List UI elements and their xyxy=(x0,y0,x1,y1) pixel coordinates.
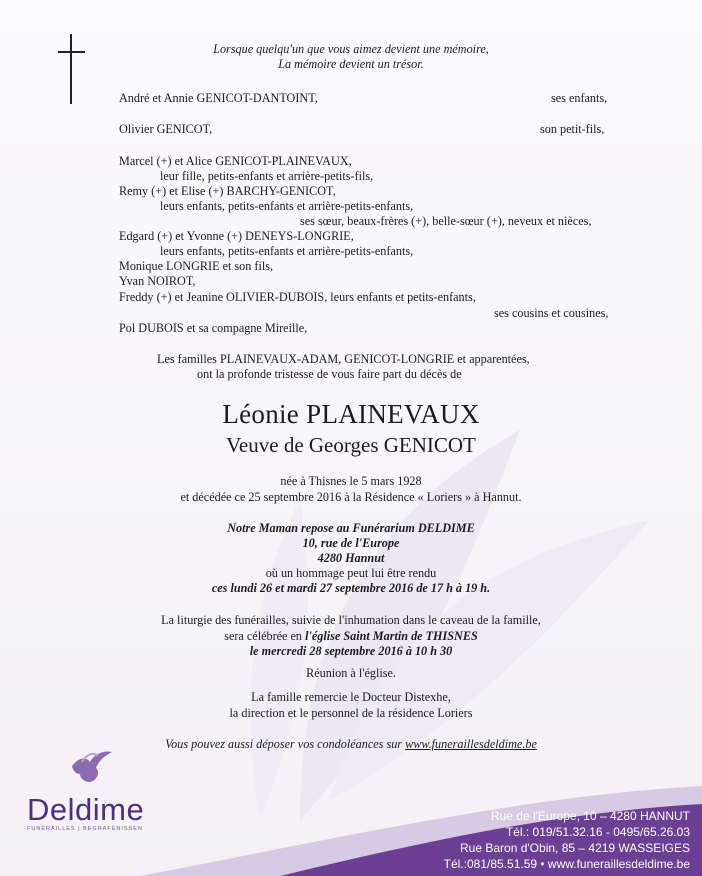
funeral-home-line: Notre Maman repose au Funérarium DELDIME xyxy=(227,521,475,535)
visiting-hours: ces lundi 26 et mardi 27 septembre 2016 de 17 h à 19 h. xyxy=(211,581,491,595)
family-line: Pol DUBOIS et sa compagne Mireille, xyxy=(119,321,308,335)
family-line: Freddy (+) et Jeanine OLIVIER-DUBOIS, leurs enfants et petits-enfants, xyxy=(119,290,476,304)
family-relation-row2: son petit-fils, xyxy=(540,122,605,136)
families-announcement: ont la profonde tristesse de vous faire part du décès de xyxy=(197,367,462,381)
families-announcement: Les familles PLAINEVAUX-ADAM, GENICOT-LONGRIE et apparentées, xyxy=(157,352,530,366)
logo-tagline: FUNÉRAILLES | BEGRAFENISSEN xyxy=(27,826,143,832)
birth-line: née à Thisnes le 5 mars 1928 xyxy=(280,474,422,488)
epigraph-line-2: La mémoire devient un trésor. xyxy=(278,57,424,71)
contact-phone-web: Tél.:081/85.51.59 • www.funeraillesdeldime.be xyxy=(443,857,690,871)
condolences-text: Vous pouvez aussi déposer vos condoléances sur xyxy=(165,737,406,751)
family-line: leurs enfants, petits-enfants et arrière-petits-enfants, xyxy=(160,199,414,213)
contact-address-2: Rue Baron d'Obin, 85 – 4219 WASSEIGES xyxy=(460,841,690,855)
family-relation-row1: ses enfants, xyxy=(551,91,608,105)
liturgy-prefix: sera célébrée en xyxy=(224,629,306,643)
dove-icon xyxy=(68,748,114,788)
deceased-subtitle: Veuve de Georges GENICOT xyxy=(226,433,476,457)
funeral-home-line: 10, rue de l'Europe xyxy=(302,536,400,550)
condolences-link[interactable]: www.funeraillesdeldime.be xyxy=(405,737,537,751)
thanks-line: La famille remercie le Docteur Distexhe, xyxy=(251,690,451,704)
family-line: Monique LONGRIE et son fils, xyxy=(119,259,274,273)
family-line: ses cousins et cousines, xyxy=(494,306,609,320)
ceremony-date: le mercredi 28 septembre 2016 à 10 h 30 xyxy=(249,644,453,658)
reunion-line: Réunion à l'église. xyxy=(306,666,396,680)
church-name: l'église Saint Martin de THISNES xyxy=(305,629,478,643)
death-line: et décédée ce 25 septembre 2016 à la Résidence « Loriers » à Hannut. xyxy=(180,490,522,504)
funeral-home-line: où un hommage peut lui être rendu xyxy=(265,566,437,580)
liturgy-line: La liturgie des funérailles, suivie de l'inhumation dans le caveau de la famille, xyxy=(161,613,541,627)
family-line: leurs enfants, petits-enfants et arrière-petits-enfants, xyxy=(160,244,414,258)
contact-phone-1: Tél.: 019/51.32.16 - 0495/65.26.03 xyxy=(505,825,690,839)
family-name-row1: André et Annie GENICOT-DANTOINT, xyxy=(119,91,318,105)
logo-wordmark: Deldime xyxy=(27,792,145,827)
thanks-line: la direction et le personnel de la résidence Loriers xyxy=(229,706,473,720)
family-line: leur fille, petits-enfants et arrière-petits-fils, xyxy=(160,169,374,183)
contact-address-1: Rue de l'Europe, 10 – 4280 HANNUT xyxy=(490,809,690,823)
family-name-row2: Olivier GENICOT, xyxy=(119,122,213,136)
family-line: Yvan NOIROT, xyxy=(119,274,196,288)
funeral-home-line: 4280 Hannut xyxy=(317,551,385,565)
family-line: ses sœur, beaux-frères (+), belle-sœur (+), neveux et nièces, xyxy=(300,214,592,228)
epigraph-line-1: Lorsque quelqu'un que vous aimez devient une mémoire, xyxy=(213,42,489,56)
liturgy-line xyxy=(0,629,702,643)
family-line: Marcel (+) et Alice GENICOT-PLAINEVAUX, xyxy=(119,154,352,168)
family-line: Remy (+) et Elise (+) BARCHY-GENICOT, xyxy=(119,184,336,198)
family-line: Edgard (+) et Yvonne (+) DENEYS-LONGRIE, xyxy=(119,229,354,243)
deceased-name: Léonie PLAINEVAUX xyxy=(222,399,480,429)
